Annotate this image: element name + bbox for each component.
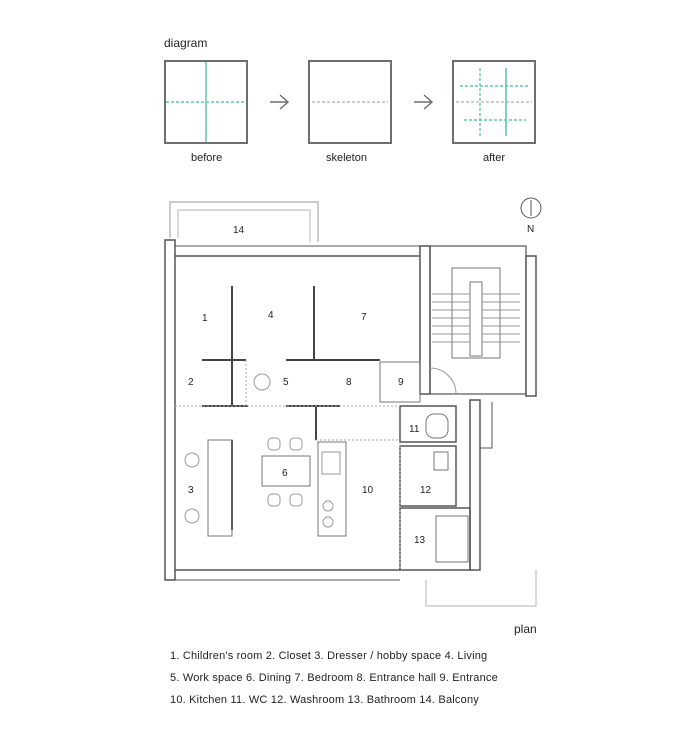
- room-number-3: 3: [188, 485, 194, 496]
- room-number-8: 8: [346, 377, 352, 388]
- room-number-5: 5: [283, 377, 289, 388]
- room-number-6: 6: [282, 468, 288, 479]
- stage-label-skeleton: skeleton: [326, 152, 367, 164]
- room-number-2: 2: [188, 377, 194, 388]
- legend-line-2: 5. Work space 6. Dining 7. Bedroom 8. Entrance hall 9. Entrance: [170, 672, 498, 684]
- diagram-before-box: [164, 60, 248, 144]
- room-number-11: 11: [409, 424, 420, 435]
- diagram-after-box: [452, 60, 536, 144]
- room-number-4: 4: [268, 310, 274, 321]
- north-label: N: [527, 224, 535, 235]
- diagram-skeleton-box: [308, 60, 392, 144]
- arrow-right-icon: [412, 92, 436, 112]
- room-number-10: 10: [362, 485, 374, 496]
- arrow-right-icon: [268, 92, 292, 112]
- after-lines: [454, 62, 534, 142]
- stage-label-after: after: [483, 152, 506, 164]
- floor-plan: [0, 190, 700, 630]
- room-number-1: 1: [202, 313, 208, 324]
- diagram-title: diagram: [164, 36, 208, 50]
- stage-label-before: before: [191, 152, 223, 164]
- room-number-7: 7: [361, 312, 367, 323]
- room-number-14: 14: [233, 225, 245, 236]
- plan-title: plan: [514, 622, 537, 636]
- room-number-9: 9: [398, 377, 404, 388]
- skeleton-lines: [310, 62, 390, 142]
- legend-line-3: 10. Kitchen 11. WC 12. Washroom 13. Bathroom 14. Balcony: [170, 694, 479, 706]
- room-number-12: 12: [420, 485, 432, 496]
- room-number-13: 13: [414, 535, 426, 546]
- legend-line-1: 1. Children's room 2. Closet 3. Dresser / hobby space 4. Living: [170, 650, 488, 662]
- before-lines: [166, 62, 246, 142]
